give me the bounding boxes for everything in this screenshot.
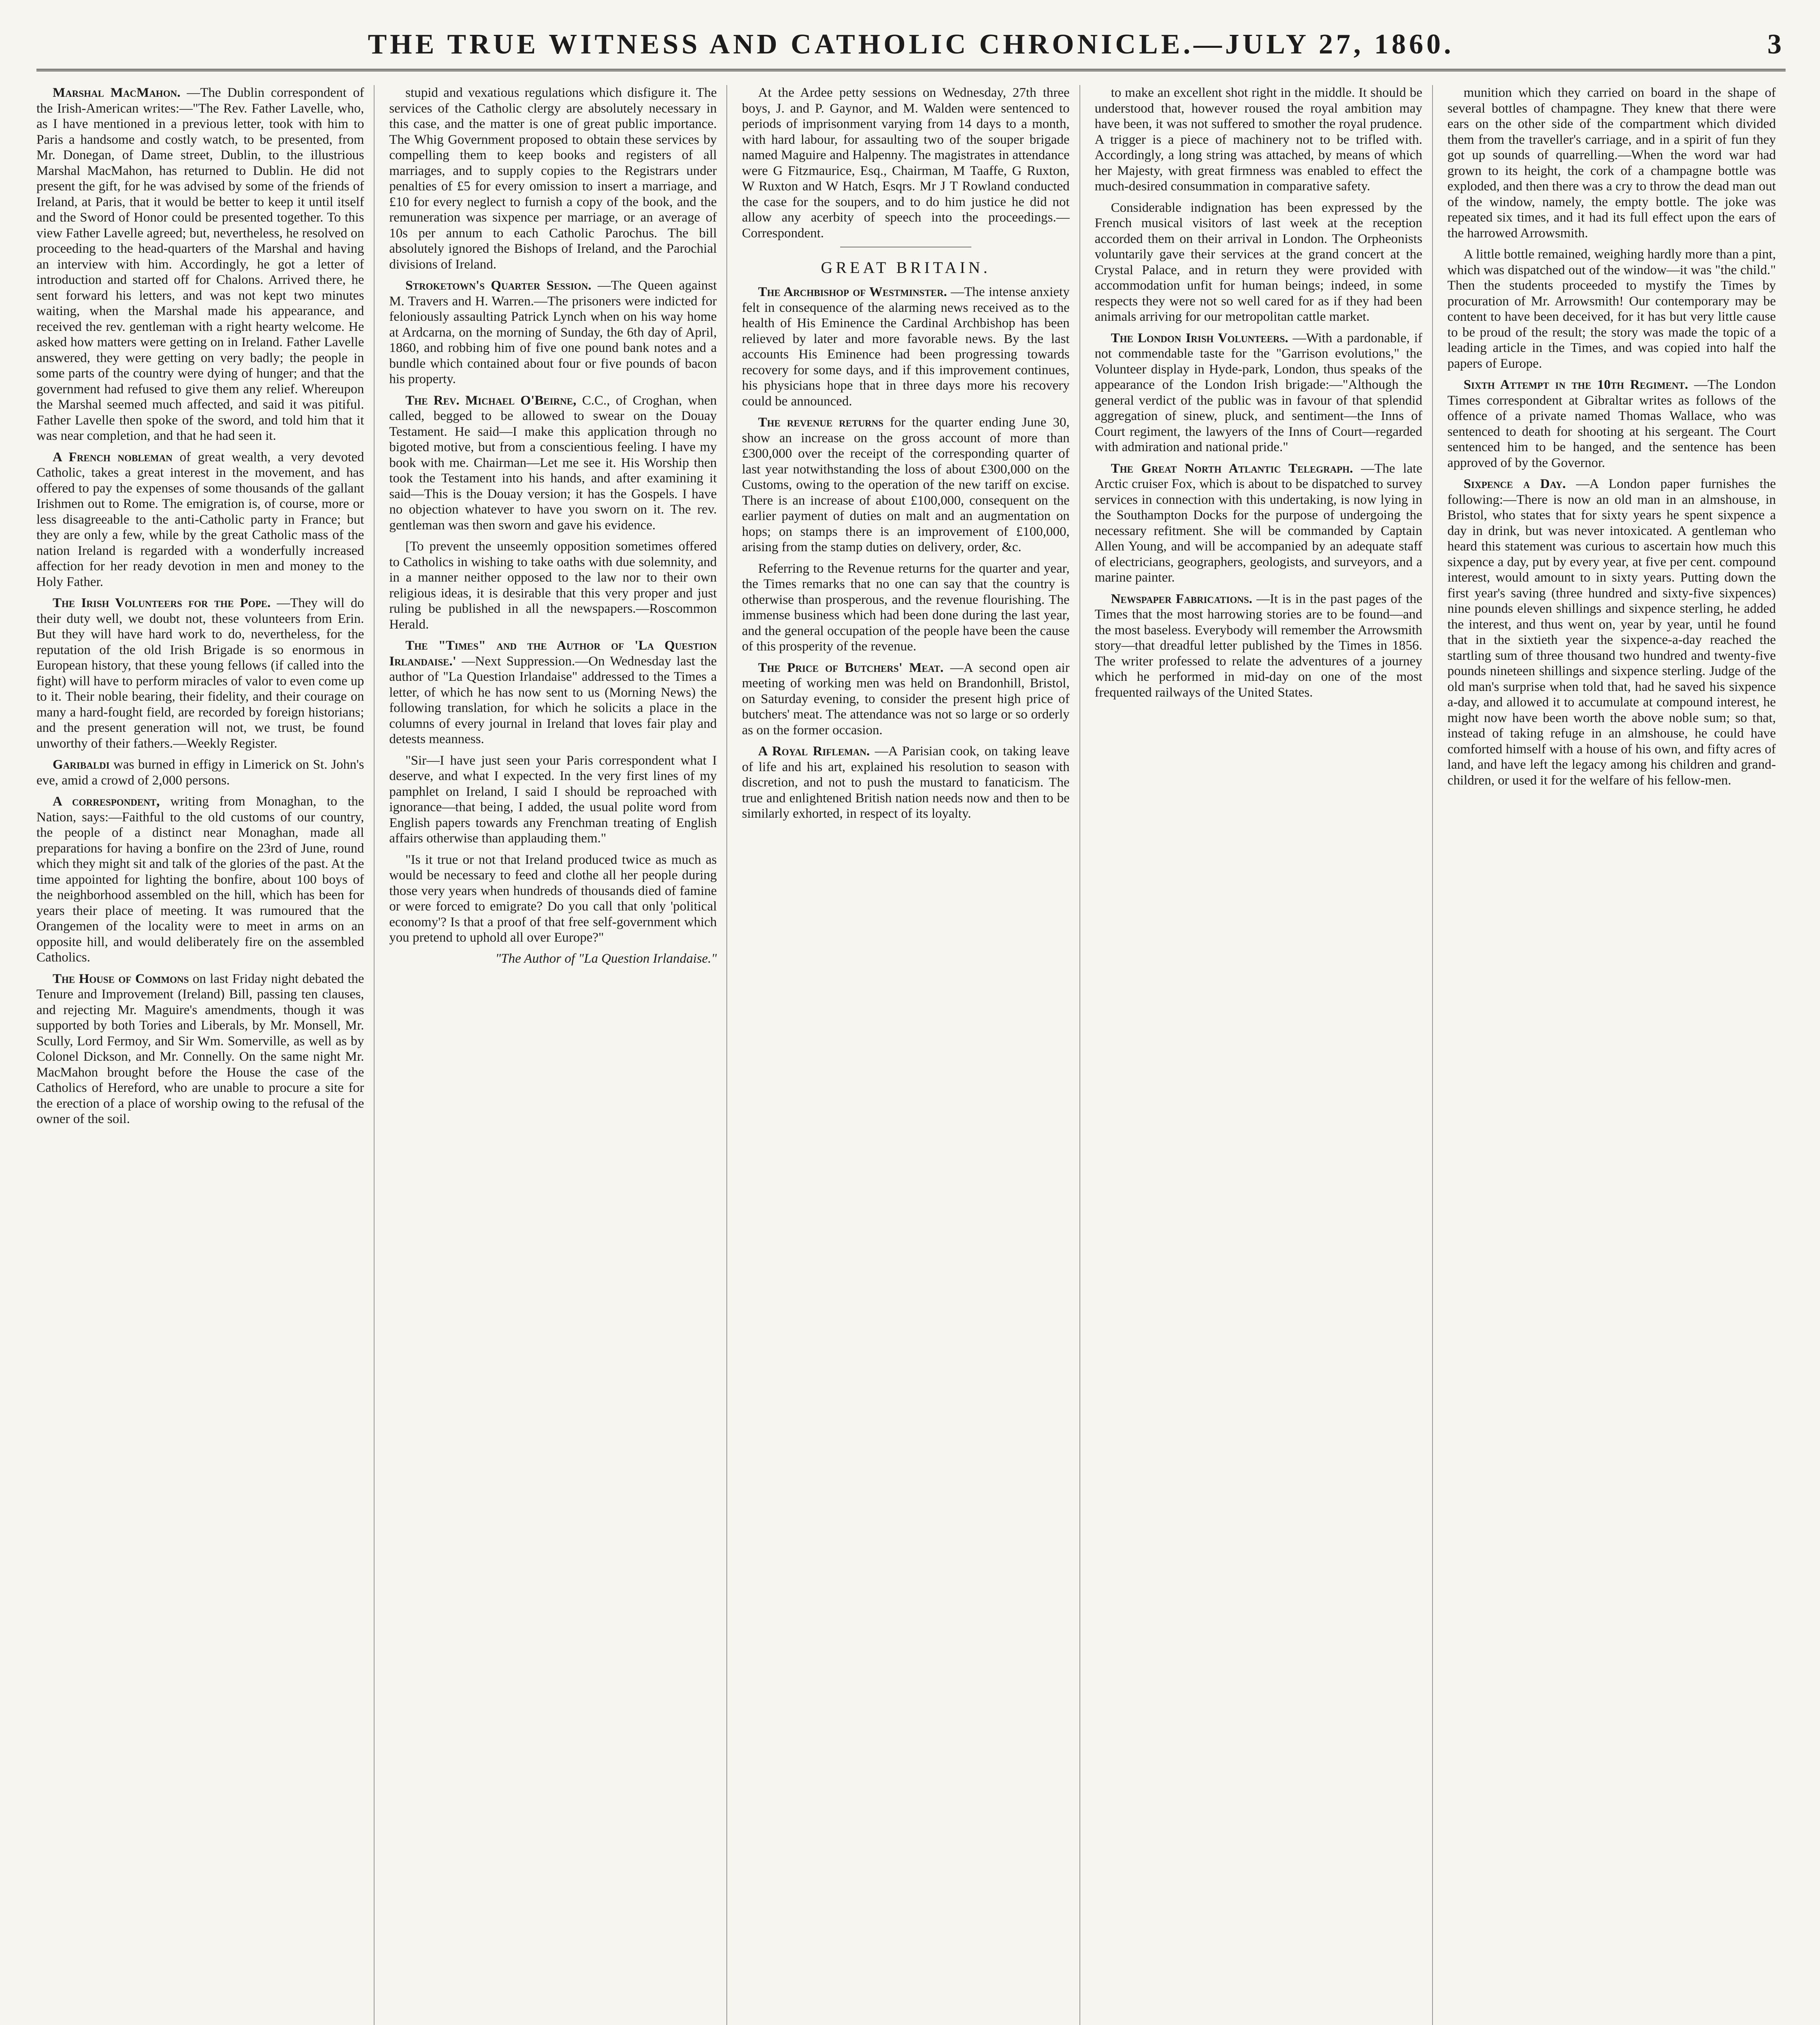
article-lead: The revenue returns (758, 415, 883, 430)
article-text: "Is it true or not that Ireland produced twice as much as would be necessary to feed and clothe all her people during those very years when hundreds of thousands died of famine or were forced to emigrate? Do you call that only 'political economy'? Is that a proof of that free self-government which you pretend to uphold all over Europe?" (389, 852, 717, 945)
article-paragraph (742, 660, 1069, 738)
article-lead: The Archbishop of Westminster. (758, 285, 947, 299)
article-lead: Garibaldi (53, 757, 110, 772)
article-text: A little bottle remained, weighing hardly more than a pint, which was dispatched out of the window—it was "the child." Then the students proceeded to mystify the Times by procuration of Mr. Arrowsmith! Our contemporary may be content to have been deceived, for it has but very little cause to be proud of the result; the story was made the topic of a leading article in the Times, and was copied into half the papers of Europe. (1447, 247, 1776, 371)
article-text: —The late Arctic cruiser Fox, which is about to be dispatched to survey services in connection with this undertaking, is now lying in the Southampton Docks for the purpose of undergoing the necessary refitment. She will be commanded by Captain Allen Young, and will be accompanied by an adequate staff of electricians, geographers, geologists, and surveyors, and a marine painter. (1094, 461, 1422, 585)
article-text: —A second open air meeting of working men was held on Brandonhill, Bristol, on Saturday evening, to consider the present high price of butchers' meat. The attendance was not so large or so orderly as on the former occasion. (742, 660, 1070, 738)
article-paragraph (389, 539, 717, 632)
masthead-title: THE TRUE WITNESS AND CATHOLIC CHRONICLE.—JULY 27, 1860. (368, 29, 1454, 60)
article-paragraph (389, 852, 717, 946)
article-lead: Stroketown's Quarter Session. (405, 278, 592, 293)
article-paragraph (1095, 330, 1422, 455)
article-text: to make an excellent shot right in the middle. It should be understood that, however roused the royal ambition may have been, it was not suffered to smother the royal prudence. A trigger is a piece of machinery not to be trifled with. Accordingly, a long string was attached, by means of which her Majesty, with great firmness was enabled to effect the much-desired consummation in comparative safety. (1094, 85, 1422, 194)
page-number: 3 (1767, 29, 1782, 60)
article-text: on last Friday night debated the Tenure and Improvement (Ireland) Bill, passing ten clauses, and rejecting Mr. Maguire's amendments, though it was supported by both Tories and Liberals, by Mr. Monsell, Mr. Scully, Lord Fermoy, and Sir Wm. Somerville, as well as by Colonel Dickson, and Mr. Connelly. On the same night Mr. MacMahon brought before the House the case of the Catholics of Hereford, who are unable to procure a site for the erection of a place of worship owing to the refusal of the owner of the soil. (36, 971, 364, 1126)
article-lead: A Royal Rifleman. (758, 744, 870, 759)
article-lead: The Price of Butchers' Meat. (758, 660, 944, 675)
column-2 (389, 85, 727, 2025)
article-paragraph (742, 561, 1069, 654)
masthead (36, 24, 1786, 71)
article-text: writing from Monaghan, to the Nation, says:—Faithful to the old customs of our country, the people of a distinct near Monaghan, made all preparations for having a bonfire on the 23rd of June, round which they might sit and talk of the glories of the past. At the time appointed for lighting the bonfire, about 100 boys of the neighborhood assembled on the hill, which has been for years their place of meeting. It was rumoured that the Orangemen of the locality were to meet in arms on an opposite hill, and would deliberately fire on the assembled Catholics. (36, 794, 364, 965)
article-lead: Sixth Attempt in the 10th Regiment. (1463, 377, 1688, 392)
article-text: [To prevent the unseemly opposition sometimes offered to Catholics in wishing to take oaths with due solemnity, and in a manner neither opposed to the law nor to their own religious ideas, it is desirable that this very proper and just ruling be published in all the newspapers.—Roscommon Herald. (389, 539, 717, 632)
article-text: stupid and vexatious regulations which disfigure it. The services of the Catholic clergy are absolutely necessary in this case, and the matter is one of great public importance. The Whig Government proposed to obtain these services by compelling them to keep books and registers of all marriages, and to supply copies to the Registrars under penalties of £5 for every omission to insert a marriage, and £10 for every neglect to furnish a copy of the book, and the remuneration was sixpence per marriage, or an average of 10s per annum to each Catholic Parochus. The bill absolutely ignored the Bishops of Ireland, and the Parochial divisions of Ireland. (389, 85, 717, 272)
article-paragraph (389, 278, 717, 387)
article-paragraph (1095, 461, 1422, 586)
article-text: —The Queen against M. Travers and H. Warren.—The prisoners were indicted for feloniously assaulting Patrick Lynch when on his way home at Ardcarna, on the morning of Sunday, the 6th day of April, 1860, and robbing him of five one pound bank notes and a bundle which contained about four or five pounds of bacon his property. (389, 278, 717, 386)
article-lead: A French nobleman (53, 450, 172, 465)
article-lead: The "Times" and the Author of 'La Question Irlandaise.' (389, 638, 717, 669)
article-text: Referring to the Revenue returns for the quarter and year, the Times remarks that no one can say that the country is otherwise than prosperous, and the revenue flourishing. The immense business which had been done during the last year, and the general occupation of the people have been the cause of this prosperity of the revenue. (742, 561, 1070, 654)
article-lead: A correspondent, (53, 794, 160, 809)
newspaper-page (36, 24, 1786, 2025)
article-lead: Newspaper Fabrications. (1111, 591, 1252, 606)
article-paragraph (36, 450, 364, 590)
article-text: —It is in the past pages of the Times that the most harrowing stories are to be found—and the most baseless. Everybody will remember the Arrowsmith story—that dreadful letter published by the Times in 1856. The writer professed to relate the adventures of a journey which he performed in mid-day on one of the most frequented railways of the United States. (1094, 591, 1422, 700)
article-paragraph (389, 638, 717, 747)
article-paragraph (36, 595, 364, 751)
section-heading: GREAT BRITAIN. (821, 258, 991, 277)
article-paragraph (742, 744, 1069, 822)
article-paragraph (36, 85, 364, 444)
article-paragraph (389, 85, 717, 272)
article-paragraph (1447, 476, 1776, 788)
article-lead: The House of Commons (53, 971, 189, 986)
article-text: C.C., of Croghan, when called, begged to be allowed to swear on the Douay Testament. He said—I make this application through no bigoted motive, but from a conscientious feeling. I have my book with me. Chairman—Let me see it. His Worship then took the Testament into his hands, and after examining it said—This is the Douay version; it has the Gospels. I have no objection whatever to have you sworn on it. The rev. gentleman was then sworn and gave his evidence. (389, 393, 717, 533)
article-text: munition which they carried on board in the shape of several bottles of champagne. They knew that there were ears on the other side of the compartment which divided them from the traveller's carriage, and in a spirit of fun they got up sounds of quarrelling.—When the word war had grown to its height, the cork of a champagne bottle was exploded, and then there was a cry to throw the dead man out of the window, namely, the empty bottle. The joke was repeated six times, and it had its full effect upon the ears of the harrowed Arrowsmith. (1447, 85, 1776, 241)
article-lead: The Irish Volunteers for the Pope. (53, 596, 271, 610)
column-4 (1095, 85, 1433, 2025)
article-lead: Sixpence a Day. (1463, 477, 1566, 491)
article-text: "Sir—I have just seen your Paris correspondent what I deserve, and what I expected. In the very first lines of my pamphlet on Ireland, I said I should be reproached with ignorance—that being, I added, the usual polite word from English papers towards any Frenchman treating of English affairs otherwise than applauding them." (389, 753, 717, 846)
article-paragraph (1095, 85, 1422, 194)
article-text: of great wealth, a very devoted Catholic, takes a great interest in the movement, and has offered to pay the expenses of some thousands of the gallant Irishmen out to Rome. The emigration is, of course, more or less disagreeable to the anti-Catholic party in France; but they are only a few, while by the great Catholic mass of the nation Ireland is regarded with a wonderfully increased affection for her ready devotion in men and money to the Holy Father. (36, 450, 364, 589)
article-paragraph (36, 757, 364, 788)
article-lead: The Rev. Michael O'Beirne, (405, 393, 577, 408)
article-text: for the quarter ending June 30, show an increase on the gross account of more than £300,000 over the receipt of the corresponding quarter of last year notwithstanding the loss of about £300,000 on the Customs, owing to the operation of the new tariff on excise. There is an increase of about £100,000, consequent on the earlier payment of duties on malt and an augmentation on hops; on stamps there is an improvement of £100,000, arising from the stamp duties on delivery, order, &c. (742, 415, 1070, 554)
article-lead: Marshal MacMahon. (53, 85, 181, 100)
article-paragraph (1447, 377, 1776, 471)
article-text: —A London paper furnishes the following:—There is now an old man in an almshouse, in Bristol, who states that for sixty years he spent sixpence a day in drink, but was never intoxicated. A gentleman who heard this statement was curious to ascertain how much this sixpence a day, put by every year, at five per cent. compound interest, would amount to in sixty years. Putting down the first year's saving (three hundred and sixty-five sixpences) nine pounds eleven shillings and sixpence sterling, he added the interest, and thus went on, year by year, until he found that in the sixtieth year the sixpence-a-day reached the startling sum of three thousand two hundred and twenty-five pounds nineteen shillings and sixpence sterling. Judge of the old man's surprise when told that, had he saved his sixpence a-day, and allowed it to accumulate at compound interest, he might now have been worth the above noble sum; so that, instead of taking refuge in an almshouse, he could have comforted himself with a house of his own, and fifty acres of land, and have left the legacy among his children and grand-children, or used it for the welfare of his fellow-men. (1447, 477, 1776, 788)
article-text: Considerable indignation has been expressed by the French musical visitors of last week at the reception accorded them on their arrival in London. The Orpheonists voluntarily gave their services at the grand concert at the Crystal Palace, and in return they were provided with accommodation unfit for human beings; indeed, in some respects they were not so well cared for as if they had been animals arriving for our metropolitan cattle market. (1094, 200, 1422, 324)
columns (36, 85, 1786, 2025)
article-paragraph (1095, 591, 1422, 701)
column-1 (36, 85, 375, 2025)
article-paragraph (1095, 200, 1422, 325)
article-text: At the Ardee petty sessions on Wednesday, 27th three boys, J. and P. Gaynor, and M. Walden were sentenced to periods of imprisonment varying from 14 days to a month, with hard labour, for assaulting two of the souper brigade named Maguire and Halpenny. The magistrates in attendance were G Fitzmaurice, Esq., Chairman, M Taaffe, G Ruxton, W Ruxton and W Hatch, Esqrs. Mr J T Rowland conducted the case for the soupers, and to do him justice he did not allow any acerbity of speech into the proceedings.—Correspondent. (742, 85, 1070, 241)
article-paragraph (742, 284, 1069, 409)
article-paragraph (1447, 247, 1776, 371)
article-text: was burned in effigy in Limerick on St. John's eve, amid a crowd of 2,000 persons. (36, 757, 364, 788)
article-paragraph (389, 753, 717, 846)
article-text: —Next Suppression.—On Wednesday last the author of "La Question Irlandaise" addressed to the Times a letter, of which he has now sent to us (Morning News) the following translation, for which he solicits a place in the columns of every journal in Ireland that loves fair play and detests meanness. (389, 654, 717, 746)
article-paragraph (742, 85, 1069, 241)
article-text: —The Dublin correspondent of the Irish-American writes:—"The Rev. Father Lavelle, who, as I have mentioned in a previous letter, took with him to Paris a handsome and costly watch, to be presented, from Mr. Donegan, of Dame street, Dublin, to the illustrious Marshal MacMahon, has returned to Dublin. He did not present the gift, for he was advised by some of the friends of Ireland, at Paris, that it would be better to keep it until itself and the Sword of Honor could be presented together. To this view Father Lavelle agreed; but, nevertheless, he resolved on proceeding to the head-quarters of the Marshal and having an interview with him. Accordingly, he got a letter of introduction and started off for Chalons. Arrived there, he sent forward his letters, and was not kept two minutes waiting, when the Marshal made his appearance, and received the rev. gentleman with a right hearty welcome. He asked how matters were getting on in Ireland. Father Lavelle answered, they were getting on very badly; the people in some parts of the country were dying of hunger; and that the government had refused to give them any relief. Whereupon the Marshal seemed much affected, and said it was pitiful. Father Lavelle then spoke of the sword, and told him that it was near completion, and that he had seen it. (36, 85, 364, 443)
article-text: —They will do their duty well, we doubt not, these volunteers from Erin. But they will have hard work to do, nevertheless, for the reputation of the old Irish Brigade is so enormous in European history, that these young fellows (if called into the fight) will have to perform miracles of valor to even come up to it. Their noble bearing, their fidelity, and their courage on many a hard-fought field, are recorded by foreign historians; and the present generation will not, we trust, be found unworthy of their fathers.—Weekly Register. (36, 596, 364, 751)
article-text: —A Parisian cook, on taking leave of life and his art, explained his resolution to season with discretion, and not to push the mustard to fanaticism. The true and enlightened British nation needs now and then to be similarly exhorted, in respect of its loyalty. (742, 744, 1070, 821)
letter-signature: "The Author of "La Question Irlandaise." (495, 951, 717, 966)
article-paragraph (36, 971, 364, 1127)
article-paragraph (1447, 85, 1776, 241)
article-text: —The intense anxiety felt in consequence of the alarming news received as to the health of His Eminence the Cardinal Archbishop has been relieved by later and more favorable news. By the last accounts His Eminence had been progressing towards recovery for some days, and if this improvement continues, his physicians hope that in three days more his recovery could be announced. (742, 285, 1070, 409)
article-paragraph (389, 393, 717, 533)
article-paragraph (36, 794, 364, 966)
article-paragraph (742, 415, 1069, 555)
article-text: —With a pardonable, if not commendable taste for the "Garrison evolutions," the Volunteer display in Hyde-park, London, thus speaks of the appearance of the London Irish brigade:—"Although the general verdict of the public was in favour of that splendid aggregation of sinew, pluck, and sentiment—the Inns of Court regiment, the lawyers of the Inns of Court—regarded with admiration and national pride." (1094, 330, 1422, 454)
article-lead: The Great North Atlantic Telegraph. (1111, 461, 1353, 476)
article-lead: The London Irish Volunteers. (1111, 330, 1288, 345)
article-text: —The London Times correspondent at Gibraltar writes as follows of the offence of a private named Thomas Wallace, who was sentenced to death for shooting at his sergeant. The Court sentenced him to be hanged, and the sentence has been approved of by the Governor. (1447, 377, 1776, 470)
column-5 (1447, 85, 1786, 2025)
column-3 (742, 85, 1080, 2025)
